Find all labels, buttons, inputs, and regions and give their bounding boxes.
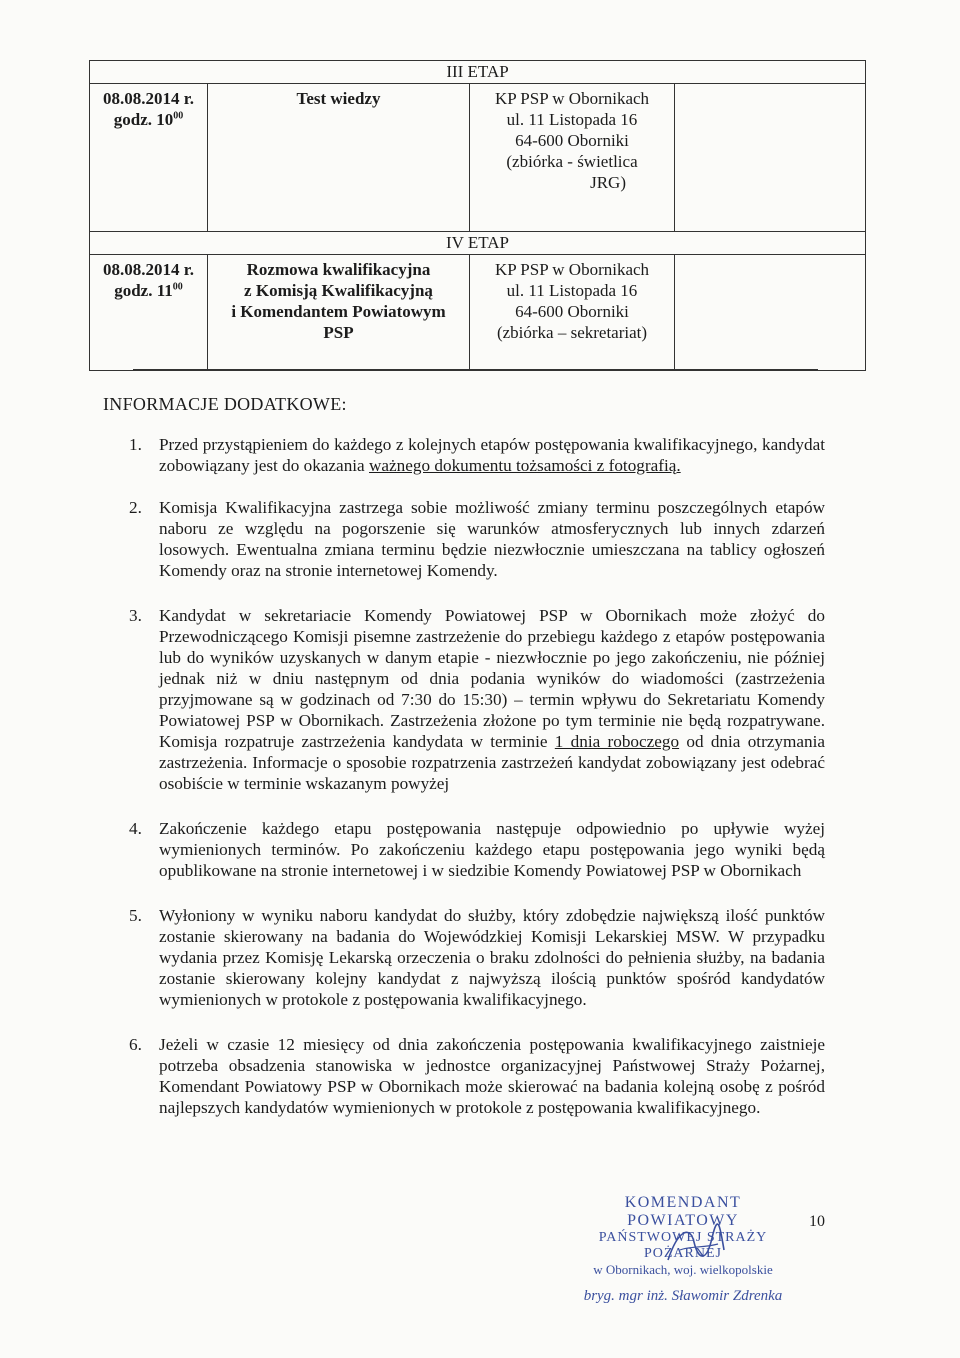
stage-4-empty-cell xyxy=(675,255,866,371)
info-item-6: 6. Jeżeli w czasie 12 miesięcy od dnia zakończenia postępowania kwalifikacyjnego zaistnieje potrzeba obsadzenia stanowiska w jednostce organizacyjnej Państwowej Straży Pożarnej, Komendant Powiatowy PSP w Obornikach może skierować na badania kolejną osobę z pośród najlepszych kandydatów wymienionych w protokole z postępowania kwalifikacyjnego. xyxy=(129,1035,825,1117)
stage-4-date: 08.08.2014 r. xyxy=(103,260,194,279)
stage-4-date-cell xyxy=(90,255,208,371)
stage-3-empty-cell xyxy=(675,84,866,232)
stamp-signer: bryg. mgr inż. Sławomir Zdrenka xyxy=(583,1288,783,1304)
info-item-3: 3. Kandydat w sekretariacie Komendy Powiatowej PSP w Obornikach może złożyć do Przewodniczącego Komisji pisemne zastrzeżenie do przebiegu każdego z etapów postępowania lub do wyników uzyskanych w danym etapie - niezwłocznie po jego zakończeniu, nie później jednak niż w dniu następnym od dnia podania wyników do wiadomości (zastrzeżenia przyjmowane są w godzinach od 7:30 do 15:30) – termin wpływu do Sekretariatu Komendy Powiatowej PSP w Obornikach. Zastrzeżenia złożone po tym terminie nie będą rozpatrywane. Komisja rozpatruje zastrzeżenia kandydata w terminie 1 dnia roboczego od dnia otrzymania zastrzeżenia. Informacje o sposobie rozpatrzenia zastrzeżeń kandydat zobowiązany jest odebrać osobiście w terminie wskazanym powyżej xyxy=(129,606,826,793)
stage-3-date: 08.08.2014 r. xyxy=(103,89,194,108)
stage-4-time: godz. $11^{00}$ xyxy=(114,281,183,300)
stage-3-time: godz. $10^{00}$ xyxy=(113,110,184,129)
info-item-1: 1. Przed przystąpieniem do każdego z kolejnych etapów postępowania kwalifikacyjnego, kandydat zobowiązany jest do okazania ważnego dokumentu tożsamości z fotografią. xyxy=(129,435,825,475)
info-list xyxy=(129,434,825,1118)
stage-4-location: KP PSP w Obornikach ul. 11 Listopada 16 64-600 Oborniki (zbiórka – sekretariat) xyxy=(470,255,675,371)
schedule-table xyxy=(89,60,866,371)
stage-4-activity: Rozmowa kwalifikacyjna z Komisją Kwalifikacyjną i Komendantem Powiatowym PSP xyxy=(208,255,470,371)
info-heading: INFORMACJE DODATKOWE: xyxy=(103,394,347,414)
stage-3-title: III ETAP xyxy=(90,61,866,84)
stamp-line-1: KOMENDANT POWIATOWY xyxy=(624,1194,742,1229)
handwritten-signature xyxy=(660,1220,730,1270)
page-number: 10 xyxy=(809,1213,825,1230)
stamp-line-3: w Obornikach, woj. wielkopolskie xyxy=(593,1262,773,1277)
stamp-line-2: PAŃSTWOWEJ STRAŻY POŻARNEJ xyxy=(598,1230,768,1261)
stage-3-location: KP PSP w Obornikach ul. 11 Listopada 16 64-600 Oborniki (zbiórka - świetlica JRG) xyxy=(470,84,675,232)
divider-line xyxy=(133,369,818,370)
info-item-5: 5. Wyłoniony w wyniku naboru kandydat do służby, który zdobędzie największą ilość punktów zostanie skierowany na badania do Wojewódzkiej Komisji Lekarskiej MSW. W przypadku wydania przez Komisję Lekarską orzeczenia o braku zdolności do pełnienia służby, na badania zostanie skierowany kolejny kandydat z najwyższą ilością punktów spośród kandydatów wymienionych w protokole z postępowania kwalifikacyjnego. xyxy=(129,906,825,1009)
info-item-4: 4. Zakończenie każdego etapu postępowania następuje odpowiednio po upływie wyżej wymienionych terminów. Po zakończeniu każdego etapu postępowania jego wyniki będą opublikowane na stronie internetowej i w siedzibie Komendy Powiatowej PSP w Obornikach xyxy=(129,819,825,880)
info-item-2: 2. Komisja Kwalifikacyjna zastrzega sobie możliwość zmiany terminu poszczególnych etapów naboru ze względu na pogorszenie się warunków atmosferycznych lub innych zdarzeń losowych. Ewentualna zmiana terminu będzie niezwłocznie umieszczana na tablicy ogłoszeń Komendy oraz na stronie internetowej Komendy. xyxy=(129,498,825,580)
stage-3-activity: Test wiedzy xyxy=(208,84,470,232)
stage-4-title: IV ETAP xyxy=(90,232,866,255)
stage-3-date-cell xyxy=(90,84,208,232)
